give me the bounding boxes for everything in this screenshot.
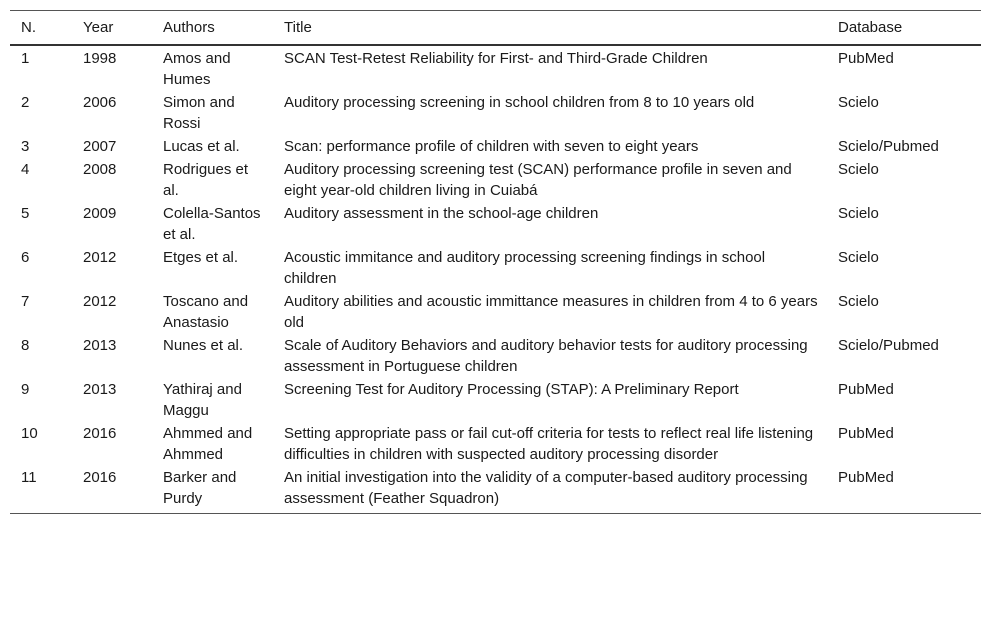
cell-year: 2006: [83, 94, 117, 111]
table-row: [10, 45, 981, 91]
studies-table: [10, 10, 981, 514]
cell-database: Scielo: [838, 205, 879, 222]
cell-year: 2016: [83, 425, 117, 442]
cell-year: 2008: [83, 161, 117, 178]
cell-title: Auditory assessment in the school-age children: [284, 205, 599, 222]
cell-database: Scielo/Pubmed: [838, 138, 939, 155]
cell-n: 10: [21, 425, 38, 442]
cell-database: Scielo: [838, 249, 879, 266]
header-row: [10, 11, 981, 46]
header-title: Title: [284, 19, 312, 36]
cell-authors: Yathiraj and Maggu: [163, 381, 242, 419]
cell-year: 2016: [83, 469, 117, 486]
cell-database: Scielo: [838, 161, 879, 178]
cell-n: 1: [21, 50, 30, 67]
cell-database: Scielo: [838, 293, 879, 310]
cell-title: Setting appropriate pass or fail cut-off criteria for tests to reflect real life listening difficulties in children with suspected auditory processing disorder: [284, 425, 814, 463]
cell-authors: Amos and Humes: [163, 50, 231, 88]
cell-authors: Rodrigues et al.: [163, 161, 249, 199]
table-row: [10, 246, 981, 290]
header-database: Database: [838, 19, 903, 36]
cell-n: 4: [21, 161, 30, 178]
cell-authors: Colella-Santos et al.: [163, 205, 261, 243]
header-n: N.: [21, 19, 36, 36]
cell-authors: Nunes et al.: [163, 337, 244, 354]
cell-database: Scielo/Pubmed: [838, 337, 939, 354]
table-row: [10, 290, 981, 334]
cell-authors: Simon and Rossi: [163, 94, 235, 132]
cell-authors: Ahmmed and Ahmmed: [163, 425, 253, 463]
table-row: [10, 466, 981, 514]
table-row: [10, 422, 981, 466]
cell-title: SCAN Test-Retest Reliability for First- and Third-Grade Children: [284, 50, 708, 67]
cell-year: 2012: [83, 249, 117, 266]
cell-year: 2012: [83, 293, 117, 310]
cell-year: 2009: [83, 205, 117, 222]
table-body: [10, 45, 981, 514]
cell-year: 2013: [83, 337, 117, 354]
cell-n: 7: [21, 293, 30, 310]
cell-year: 2007: [83, 138, 117, 155]
cell-n: 2: [21, 94, 30, 111]
cell-n: 8: [21, 337, 30, 354]
cell-title: Auditory processing screening in school children from 8 to 10 years old: [284, 94, 755, 111]
table-row: [10, 334, 981, 378]
cell-n: 11: [21, 469, 37, 486]
header-authors: Authors: [163, 19, 215, 36]
cell-title: Auditory processing screening test (SCAN) performance profile in seven and eight year-old children living in Cuiabá: [284, 161, 792, 199]
cell-title: Scan: performance profile of children with seven to eight years: [284, 138, 699, 155]
cell-n: 6: [21, 249, 30, 266]
cell-n: 3: [21, 138, 30, 155]
cell-authors: Barker and Purdy: [163, 469, 237, 507]
cell-database: PubMed: [838, 381, 894, 398]
cell-n: 5: [21, 205, 30, 222]
table-row: [10, 158, 981, 202]
studies-table-container: [10, 10, 981, 514]
cell-database: PubMed: [838, 425, 894, 442]
cell-database: PubMed: [838, 469, 894, 486]
cell-title: Screening Test for Auditory Processing (STAP): A Preliminary Report: [284, 381, 739, 398]
cell-title: An initial investigation into the validity of a computer-based auditory processing assessment (Feather Squadron): [284, 469, 808, 507]
cell-year: 1998: [83, 50, 117, 67]
cell-year: 2013: [83, 381, 117, 398]
cell-n: 9: [21, 381, 30, 398]
table-row: [10, 91, 981, 135]
cell-database: Scielo: [838, 94, 879, 111]
cell-title: Auditory abilities and acoustic immittance measures in children from 4 to 6 years old: [284, 293, 818, 331]
cell-title: Scale of Auditory Behaviors and auditory behavior tests for auditory processing assessment in Portuguese children: [284, 337, 808, 375]
table-row: [10, 378, 981, 422]
table-row: [10, 135, 981, 158]
cell-authors: Lucas et al.: [163, 138, 240, 155]
table-header: [10, 11, 981, 46]
header-year: Year: [83, 19, 114, 36]
table-row: [10, 202, 981, 246]
cell-database: PubMed: [838, 50, 894, 67]
cell-authors: Etges et al.: [163, 249, 239, 266]
cell-authors: Toscano and Anastasio: [163, 293, 249, 331]
cell-title: Acoustic immitance and auditory processing screening findings in school children: [284, 249, 766, 287]
